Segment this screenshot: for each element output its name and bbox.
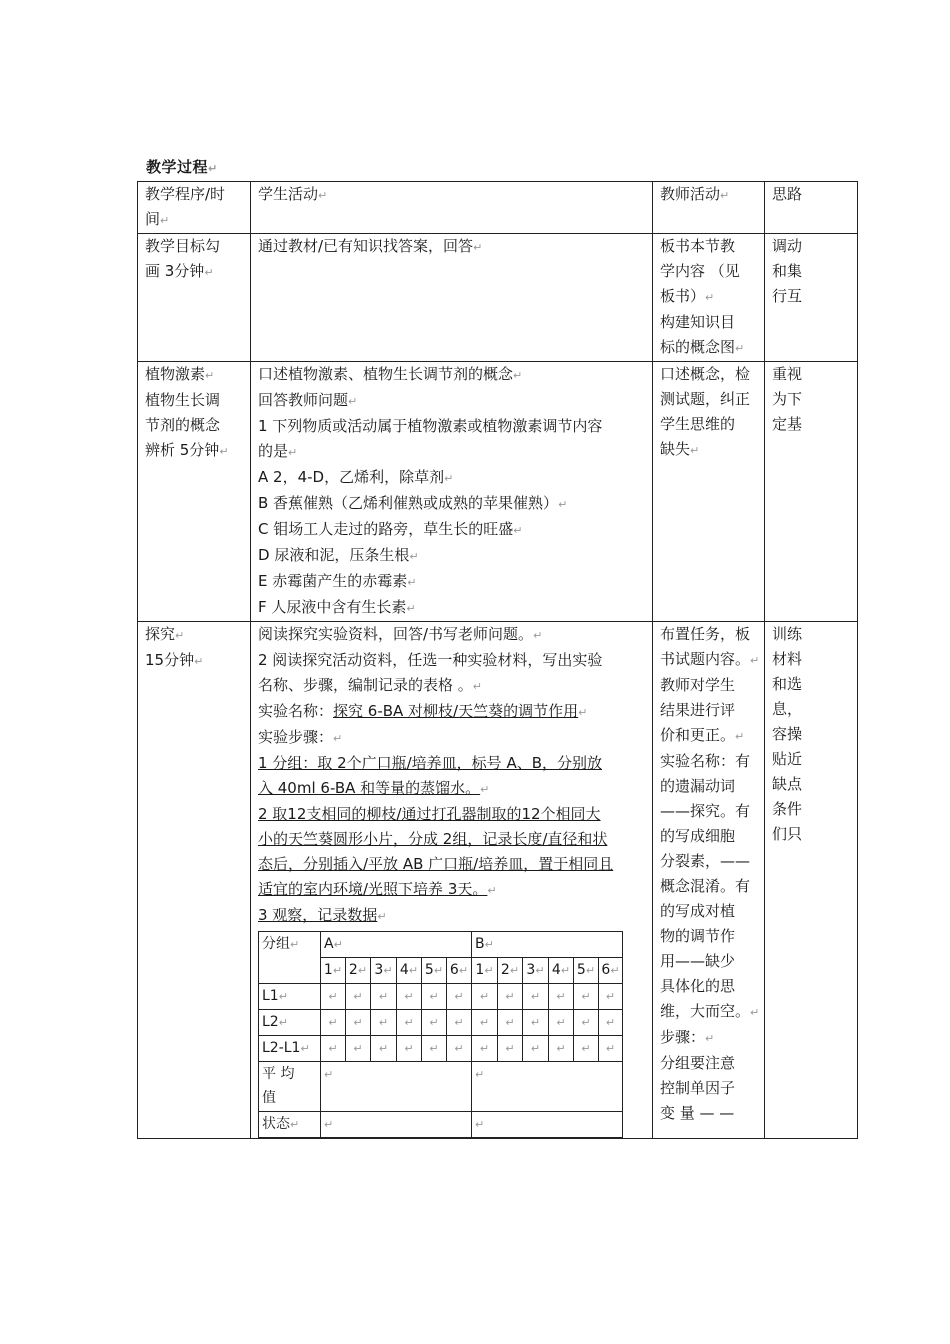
program-cell: 教学目标勾 画 3分钟↵ [138,234,251,362]
record-group-header: 分组↵ [259,932,321,984]
record-row-label: 平 均 值 [259,1062,321,1112]
record-row-label: 状态↵ [259,1112,321,1138]
record-row-average: 平 均 值 ↵ ↵ [259,1062,623,1112]
header-student: 学生活动↵ [251,182,653,234]
teacher-cell: 口述概念，检 测试题，纠正 学生思维的 缺失↵ [653,362,765,622]
thought-cell: 训练 材料 和选 息， 容操 贴近 缺点 条件 们只 [765,622,858,1139]
program-cell: 探究↵ 15分钟↵ [138,622,251,1139]
student-cell: 阅读探究实验资料，回答/书写老师问题。↵ 2 阅读探究活动资料，任选一种实验材料，写出实验 名称、步骤，编制记录的表格 。↵ 实验名称：探究 6-BA 对柳枝/天竺葵的调节作用↵ 实验步骤：↵ 1 分组：取 2个广口瓶/培养皿，标号 A、B，分别放 入 40ml 6-BA 和等量的蒸馏水。↵ 2 取12支相同的柳枝/通过打孔器制取的12个相同大 小的天竺葵圆形小片，分成 2组，记录长度/直径和状 态后，分别插入/平放 AB 广口瓶/培养皿，置于相同且 适宜的室内环境/光照下培养 3天。↵ 3 观察，记录数据↵ 分组↵ A↵ B↵ 1↵ 2↵ 3↵ 4↵ 5↵ 6↵ 1↵ 2↵ 3↵ 4↵ 5↵ 6↵ L1↵ ↵ ↵ ↵ ↵ ↵ ↵ ↵ ↵ ↵ ↵ ↵ ↵ L2↵ ↵ ↵ ↵ ↵ ↵ ↵ ↵ ↵ ↵ ↵ ↵ ↵ L2-L1↵ ↵ ↵ ↵ ↵ ↵ ↵ ↵ ↵ ↵ ↵ ↵ ↵ 平 均 值 ↵ ↵ 状态↵ ↵ ↵ [251,622,653,1139]
teaching-process-table [137,181,858,1139]
thought-cell: 调动 和集 行互 [765,234,858,362]
record-group-b: B↵ [472,932,623,958]
teaching-process-table-frame [137,181,807,1132]
record-row-l2: L2↵ ↵ ↵ ↵ ↵ ↵ ↵ ↵ ↵ ↵ ↵ ↵ ↵ [259,1010,623,1036]
teacher-cell: 板书本节教 学内容 （见 板书）↵ 构建知识目 标的概念图↵ [653,234,765,362]
record-row-label: L2-L1↵ [259,1036,321,1062]
row-inquiry [138,622,858,1139]
record-row-label: L1↵ [259,984,321,1010]
header-thought: 思路 [765,182,858,234]
thought-cell: 重视 为下 定基 [765,362,858,622]
program-cell: 植物激素↵ 植物生长调 节剂的概念 辨析 5分钟↵ [138,362,251,622]
header-program: 教学程序/时 间↵ [138,182,251,234]
record-row-label: L2↵ [259,1010,321,1036]
record-group-a: A↵ [321,932,472,958]
section-title: 教学过程↵ [146,158,218,176]
row-objective [138,234,858,362]
record-table [258,931,623,1138]
record-row-state: 状态↵ ↵ ↵ [259,1112,623,1138]
record-row-diff: L2-L1↵ ↵ ↵ ↵ ↵ ↵ ↵ ↵ ↵ ↵ ↵ ↵ ↵ [259,1036,623,1062]
experiment-name: 探究 6-BA 对柳枝/天竺葵的调节作用 [333,702,579,720]
student-cell: 口述植物激素、植物生长调节剂的概念↵ 回答教师问题↵ 1 下列物质或活动属于植物激素或植物激素调节内容 的是↵ A 2，4-D，乙烯利，除草剂↵ B 香蕉催熟（乙烯利催熟或成熟的苹果催熟）↵ C 钼场工人走过的路旁，草生长的旺盛↵ D 尿液和泥，压条生根↵ E 赤霉菌产生的赤霉素↵ F 人尿液中含有生长素↵ [251,362,653,622]
header-teacher: 教师活动↵ [653,182,765,234]
teacher-cell: 布置任务，板 书试题内容。↵ 教师对学生 结果进行评 价和更正。↵ 实验名称：有 的遗漏动词 ——探究。有 的写成细胞 分裂素，—— 概念混淆。有 的写成对植 物的调节作 用——缺少 具体化的思 维，大而空。↵ 步骤：↵ 分组要注意 控制单因子 变 量 — — [653,622,765,1139]
record-number-row: 1↵ 2↵ 3↵ 4↵ 5↵ 6↵ 1↵ 2↵ 3↵ 4↵ 5↵ 6↵ [259,958,623,984]
student-cell: 通过教材/已有知识找答案，回答↵ [251,234,653,362]
header-row [138,182,858,234]
record-row-l1: L1↵ ↵ ↵ ↵ ↵ ↵ ↵ ↵ ↵ ↵ ↵ ↵ ↵ [259,984,623,1010]
row-concept [138,362,858,622]
